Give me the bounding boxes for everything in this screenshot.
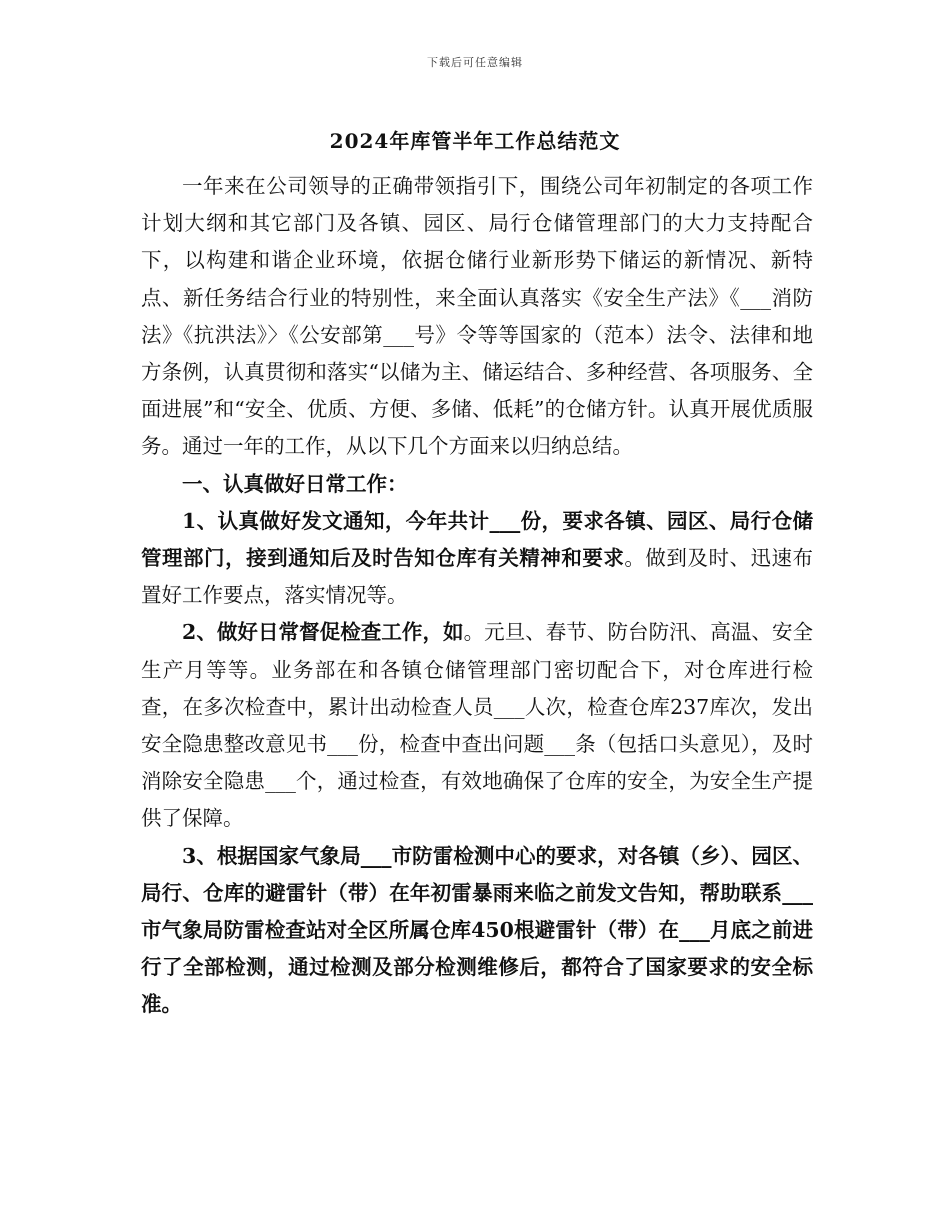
- item-1-bold-text: 1、认真做好发文通知，今年共计___份，要求各镇、园区、局行仓储管理部门，接到通知后及时告知仓库有关精神和要求: [141, 508, 813, 571]
- document-body: [141, 168, 813, 1024]
- header-note: 下载后可任意编辑: [427, 56, 523, 69]
- item-2-text: 。元旦、春节、防台防汛、高温、安全生产月等等。业务部在和各镇仓储管理部门密切配合下，对仓库进行检查，在多次检查中，累计出动检查人员___人次，检查仓库237库次，发出安全隐患整改意见书___份，检查中查出问题___条（包括口头意见），及时消除安全隐患___个，通过检查，有效地确保了仓库的安全，为安全生产提供了保障。: [141, 620, 814, 831]
- item-2-paragraph: [141, 614, 813, 837]
- intro-paragraph: 一年来在公司领导的正确带领指引下，围绕公司年初制定的各项工作计划大纲和其它部门及各镇、园区、局行仓储管理部门的大力支持配合下，以构建和谐企业环境，依据仓储行业新形势下储运的新情况、新特点、新任务结合行业的特别性，来全面认真落实《安全生产法》《___消防法》《抗洪法》〉《公安部第___号》令等等国家的（范本）法令、法律和地方条例，认真贯彻和落实“以储为主、储运结合、多种经营、各项服务、全面进展”和“安全、优质、方便、多储、低耗”的仓储方针。认真开展优质服务。通过一年的工作，从以下几个方面来以归纳总结。: [141, 174, 813, 459]
- item-1-text: 。做到及时、迅速布置好工作要点，落实情况等。: [141, 546, 814, 608]
- section-heading: 一、认真做好日常工作：: [182, 471, 408, 496]
- item-1-paragraph: [141, 503, 813, 615]
- item-3-paragraph: 3、根据国家气象局___市防雷检测中心的要求，对各镇（乡）、园区、局行、仓库的避雷针（带）在年初雷暴雨来临之前发文告知，帮助联系___市气象局防雷检查站对全区所属仓库450根避雷针（带）在___月底之前进行了全部检测，通过检测及部分检测维修后，都符合了国家要求的安全标准。: [141, 843, 813, 1017]
- document-title: 2024年库管半年工作总结范文: [329, 129, 621, 153]
- item-2-bold-text: 2、做好日常督促检查工作，如: [182, 620, 464, 645]
